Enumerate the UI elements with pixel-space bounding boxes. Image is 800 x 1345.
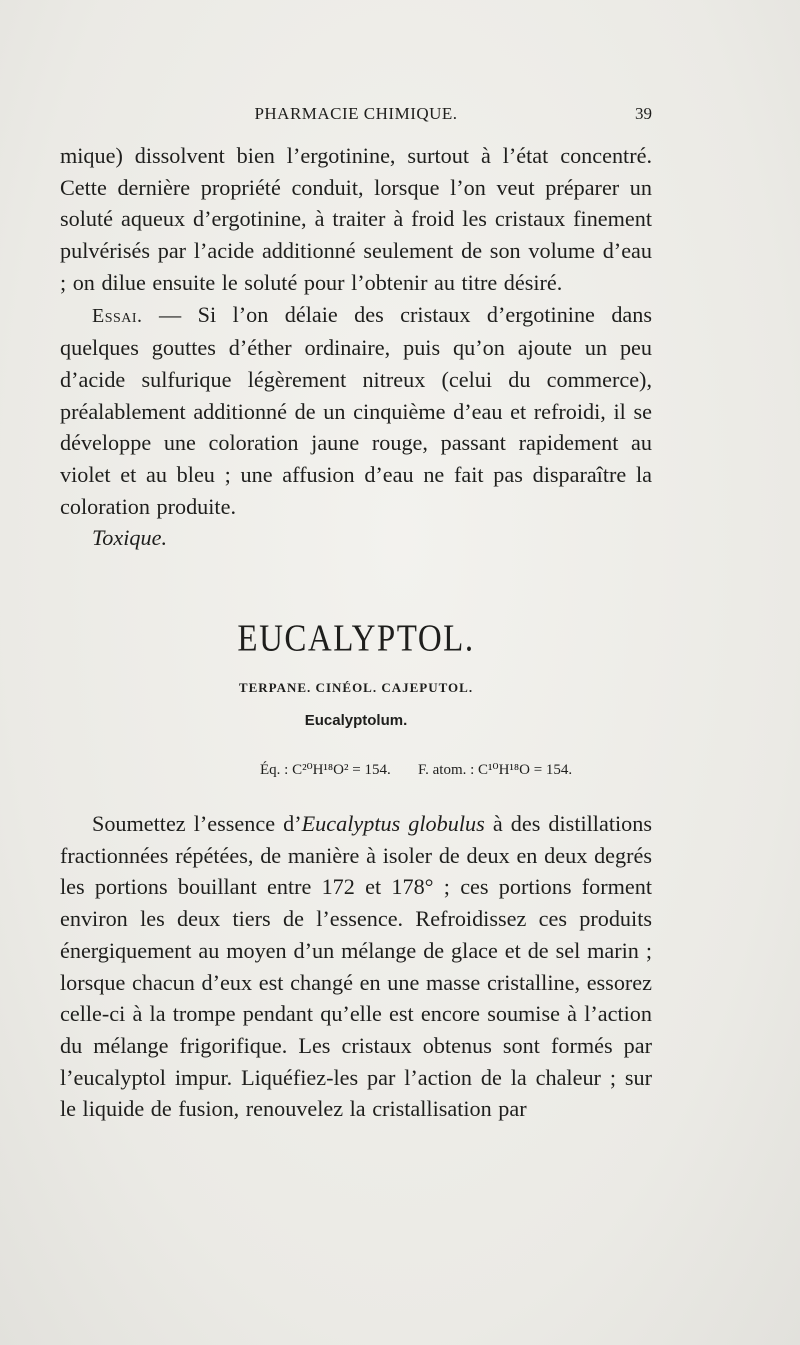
running-title: PHARMACIE CHIMIQUE.	[254, 104, 458, 123]
top-text-block	[60, 140, 652, 554]
species-name: Eucalyptus globulus	[301, 811, 485, 836]
preparation-text-block	[60, 808, 652, 1125]
essai-paragraph	[60, 299, 652, 523]
preparation-paragraph	[60, 808, 652, 1125]
paragraph-continuation: mique) dissolvent bien l’ergotinine, surtout à l’état concentré. Cette dernière propriété conduit, lorsque l’on veut préparer un soluté aqueux d’ergotinine, à traiter à froid les cristaux finement pulvérisés par l’acide additionné seulement de son volume d’eau ; on dilue ensuite le soluté pour l’obtenir au titre désiré.	[60, 143, 652, 295]
page-number: 39	[635, 104, 652, 123]
latin-name: Eucalyptolum.	[304, 712, 408, 729]
section-synonyms: TERPANE. CINÉOL. CAJEPUTOL.	[238, 680, 474, 695]
atomic-formula: F. atom. : C¹⁰H¹⁸O = 154.	[418, 762, 573, 778]
essai-label: Essai.	[92, 304, 143, 327]
equivalent-formula: Éq. : C²⁰H¹⁸O² = 154.	[260, 762, 391, 778]
toxique-note: Toxique.	[92, 525, 167, 551]
formula-line	[60, 760, 652, 784]
preparation-text-start: Soumettez l’essence d’	[92, 811, 302, 836]
section-title: EUCALYPTOL.	[237, 618, 475, 660]
essai-text: — Si l’on délaie des cristaux d’ergotinine dans quelques gouttes d’éther ordinaire, puis qu’on ajoute un peu d’acide sulfurique légèrement nitreux (celui du commerce), préalablement additionné de un cinquième d’eau et refroidi, il se développe une coloration jaune rouge, passant rapidement au violet et au bleu ; une affusion d’eau ne fait pas disparaître la coloration produite.	[60, 301, 653, 519]
page-header	[60, 104, 652, 132]
preparation-text-rest: à des distillations fractionnées répétées, de manière à isoler de deux en deux degrés les portions bouillant entre 172 et 178° ; ces portions forment environ les deux tiers de l’essence. Refroidissez ces produits énergiquement au moyen d’un mélange de glace et de sel marin ; lorsque chacun d’eux est changé en une masse cristalline, essorez celle-ci à la trompe pendant qu’elle est encore soumise à l’action du mélange frigorifique. Les cristaux obtenus sont formés par l’eucalyptol impur. Liquéfiez-les par l’action de la chaleur ; sur le liquide de fusion, renouvelez la cristallisation par	[60, 811, 652, 1122]
